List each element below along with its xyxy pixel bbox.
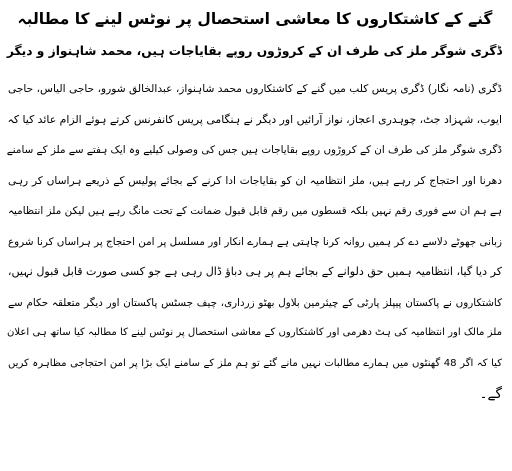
- body-line: ڈگری شوگر ملز کی طرف ان کے کروڑوں روپے بقایاجات ہیں جس کی وصولی کیلیے وہ ایک ہفتے سے ملز کے سامنے: [6, 144, 502, 156]
- headline: گنے کے کاشتکاروں کا معاشی استحصال پر نوٹس لینے کا مطالبہ: [17, 10, 493, 28]
- body-line: ڈگری (نامہ نگار) ڈگری پریس کلب میں گنے کے کاشتکاروں محمد شاہنواز، عبدالخالق شورو، حاجی الیاس، حاجی: [8, 83, 502, 95]
- body-line: کاشتکاروں نے پاکستان پیپلز پارٹی کے چیئرمین بلاول بھٹو زرداری، چیف جسٹس پاکستان اور دیگر متعلقہ حکام سے: [8, 296, 502, 309]
- body-line: ایوب، شہزاد جٹ، چوہدری اعجاز، نواز آرائیں اور دیگر نے ہنگامی پریس کانفرنس کرتے ہوئے الزام عائد کیا کہ: [7, 112, 502, 126]
- body-line: گے۔: [479, 386, 502, 402]
- article-body: [8, 74, 502, 410]
- body-line: دھرنا اور احتجاج کر رہے ہیں، ملز انتظامیہ ان کو بقایاجات ادا کرنے کے بجائے پولیس کے ذریعے ہراساں کر رہی: [8, 174, 502, 187]
- body-line: ہے ہم ان سے فوری رقم نہیں بلکہ قسطوں میں رقم قابل قبول ضمانت کے تحت مانگ رہے ہیں لیکن ملز انتظامیہ: [8, 205, 502, 217]
- body-line: زبانی جھوٹے دلاسے دے کر ہمیں روانہ کرنا چاہتی ہے ہمارے انکار اور مسلسل پر امن احتجاج پر ہراساں کرنا شروع: [8, 235, 502, 248]
- body-line: کر دیا گیا، انتظامیہ ہمیں حق دلوانے کے بجائے ہم پر ہی دباؤ ڈال رہی ہے جو کسی صورت قابل قبول نہیں،: [7, 265, 502, 278]
- body-line: ملز مالک اور انتظامیہ کی ہٹ دھرمی اور کاشتکاروں کے معاشی استحصال پر نوٹس لینے کا مطالبہ کیا ساتھ ہی اعلان: [6, 327, 502, 338]
- subheadline: ڈگری شوگر ملز کی طرف ان کے کروڑوں روپے بقایاجات ہیں، محمد شاہنواز و دیگر: [6, 44, 502, 58]
- body-line: کیا کہ اگر 48 گھنٹوں میں ہمارے مطالبات نہیں مانے گئے تو ہم ملز کے سامنے ایک بڑا پر امن احتجاجی مظاہرہ کریں: [8, 357, 502, 369]
